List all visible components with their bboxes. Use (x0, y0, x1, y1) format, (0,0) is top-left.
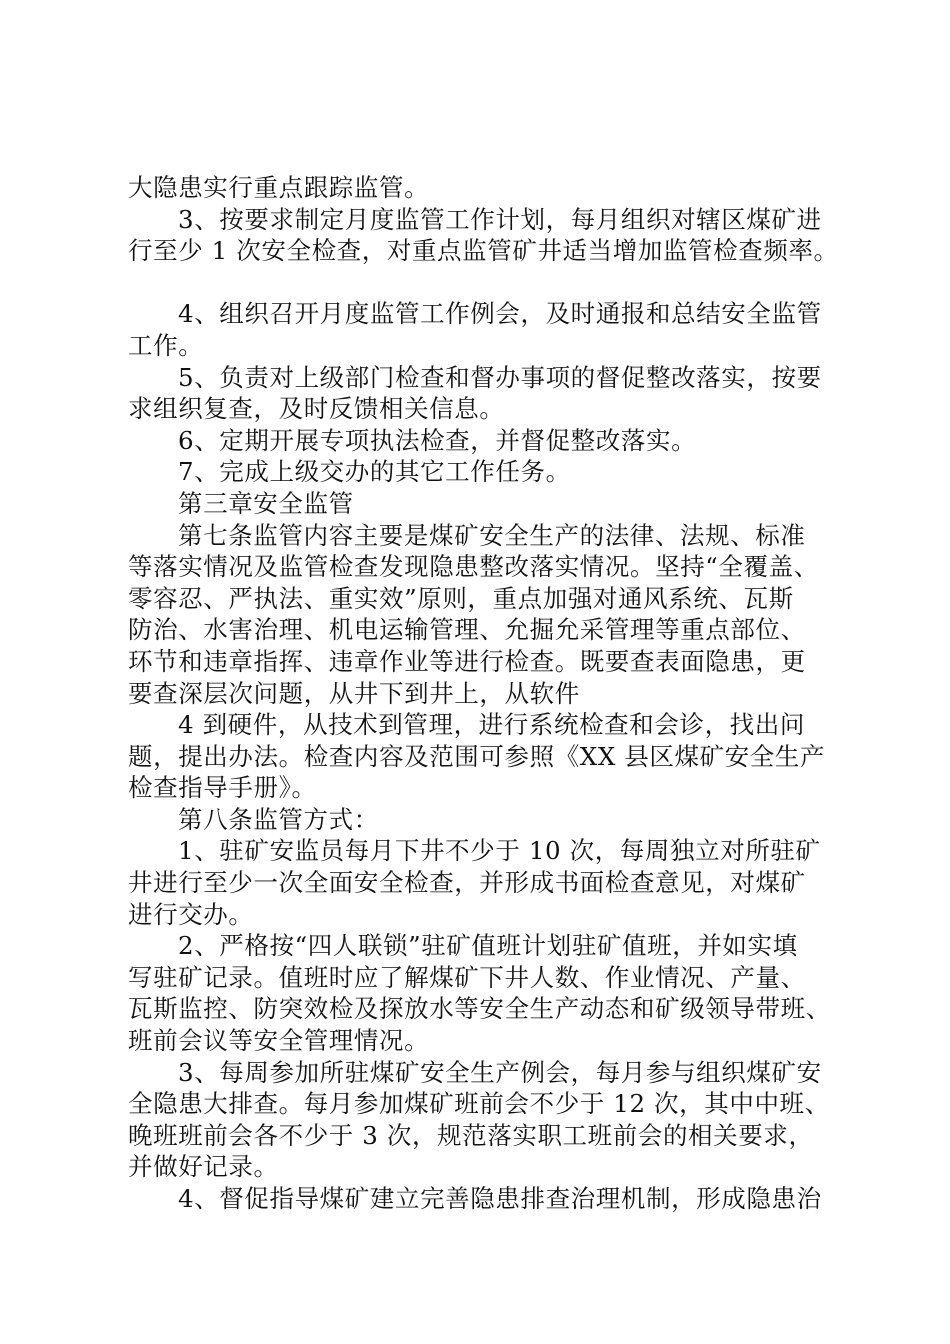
text-line: 大隐患实行重点跟踪监管。 (128, 173, 430, 202)
text-line: 全隐患大排查。每月参加煤矿班前会不少于 12 次，其中中班、 (128, 1089, 830, 1119)
text-line: 零容忍、严执法、重实效”原则，重点加强对通风系统、瓦斯 (128, 583, 794, 613)
text-line: 晚班班前会各不少于 3 次，规范落实职工班前会的相关要求， (128, 1120, 814, 1150)
document-body (128, 172, 848, 1215)
text-line: 要查深层次问题，从井下到井上，从软件 (128, 678, 580, 708)
text-line: 1、驻矿安监员每月下井不少于 10 次，每周独立对所驻矿 (178, 836, 821, 866)
text-line: 写驻矿记录。值班时应了解煤矿下井人数、作业情况、产量、 (128, 962, 806, 992)
text-line: 工作。 (128, 330, 204, 360)
text-line: 题，提出办法。检查内容及范围可参照《XX 县区煤矿安全生产 (128, 741, 826, 771)
text-line: 6、定期开展专项执法检查，并督促整改落实。 (178, 425, 697, 455)
text-line: 井进行至少一次全面安全检查，并形成书面检查意见，对煤矿 (128, 868, 806, 898)
text-line: 进行交办。 (128, 899, 254, 929)
text-line: 第八条监管方式： (178, 804, 379, 834)
text-line: 2、严格按“四人联锁”驻矿值班计划驻矿值班，并如实填 (178, 931, 798, 961)
text-line: 求组织复查，及时反馈相关信息。 (128, 394, 505, 424)
text-line: 4、督促指导煤矿建立完善隐患排查治理机制，形成隐患治 (178, 1184, 822, 1213)
blank-line (128, 267, 848, 299)
text-line: 环节和违章指挥、违章作业等进行检查。既要查表面隐患，更 (128, 646, 806, 676)
text-line: 7、完成上级交办的其它工作任务。 (178, 457, 571, 487)
text-line: 3、每周参加所驻煤矿安全生产例会，每月参与组织煤矿安 (178, 1057, 822, 1087)
text-line: 5、负责对上级部门检查和督办事项的督促整改落实，按要 (178, 362, 822, 392)
text-line: 并做好记录。 (128, 1152, 279, 1182)
text-line: 行至少 1 次安全检查，对重点监管矿井适当增加监管检查频率。 (128, 236, 839, 266)
text-line: 瓦斯监控、防突效检及探放水等安全生产动态和矿级领导带班、 (128, 994, 831, 1024)
text-line: 第三章安全监管 (178, 488, 354, 518)
text-line: 第七条监管内容主要是煤矿安全生产的法律、法规、标准 (178, 520, 806, 550)
text-line: 班前会议等安全管理情况。 (128, 1026, 430, 1056)
text-line: 等落实情况及监管检查发现隐患整改落实情况。坚持“全覆盖、 (128, 552, 819, 582)
text-line: 4、组织召开月度监管工作例会，及时通报和总结安全监管 (178, 299, 822, 329)
text-line: 防治、水害治理、机电运输管理、允掘允采管理等重点部位、 (128, 615, 806, 645)
text-line: 检查指导手册》。 (128, 773, 317, 803)
text-line: 3、按要求制定月度监管工作计划，每月组织对辖区煤矿进 (178, 204, 822, 234)
text-line: 4 到硬件，从技术到管理，进行系统检查和会诊，找出问 (178, 710, 805, 740)
